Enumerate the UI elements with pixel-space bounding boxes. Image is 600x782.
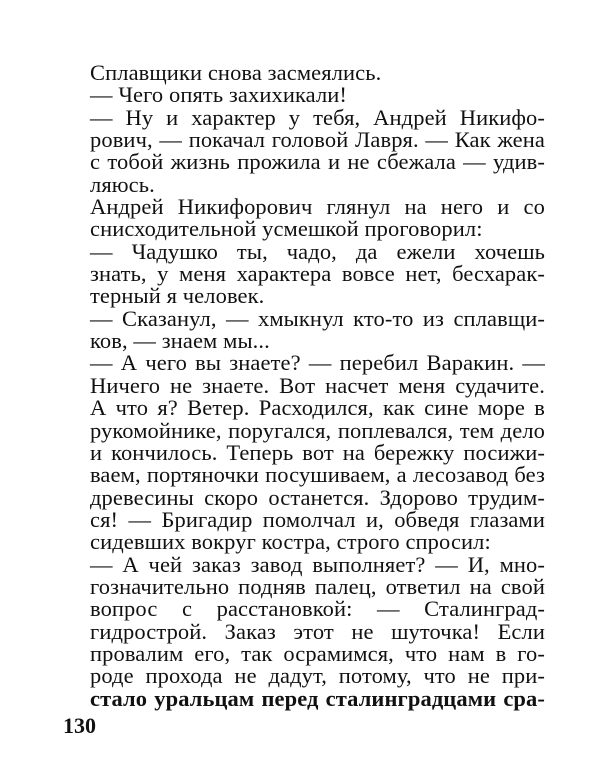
text-line: с тобой жизнь прожила и не сбежала — удив- <box>90 149 545 175</box>
text-line: знать, у меня характера вовсе нет, бесхарак- <box>90 261 545 287</box>
text-line: — Чадушко ты, чадо, да ежели хочешь <box>90 238 545 264</box>
text-line: А что я? Ветер. Расходился, как сине море в <box>90 395 545 421</box>
text-line: — А чего вы знаете? — перебил Варакин. — <box>90 350 545 376</box>
text-line: ся! — Бригадир помолчал и, обведя глазами <box>90 506 545 532</box>
body-text <box>90 62 545 710</box>
page-number: 130 <box>63 713 96 738</box>
text-line: — Чего опять захихикали! <box>90 82 348 108</box>
text-line: снисходительной усмешкой проговорил: <box>90 216 483 242</box>
text-line: — А чей заказ завод выполняет? — И, мно- <box>90 551 545 577</box>
text-line: Ничего не знаете. Вот насчет меня судачите. <box>90 372 545 398</box>
text-line: вопрос с расстановкой: — Сталинград- <box>90 596 545 622</box>
text-line: рович, — покачал головой Лавря. — Как жена <box>90 127 545 153</box>
text-line: и кончилось. Теперь вот на бережку посижи- <box>90 439 545 465</box>
text-line: гидрострой. Заказ этот не шуточка! Если <box>90 618 545 644</box>
text-line: древесины скоро останется. Здорово трудим- <box>90 484 545 510</box>
text-line: Сплавщики снова засмеялись. <box>90 60 382 85</box>
text-line: роде прохода не дадут, потому, что не при- <box>90 663 545 689</box>
text-line: — Сказанул, — хмыкнул кто-то из сплавщи- <box>90 305 545 331</box>
text-line: — Ну и характер у тебя, Андрей Никифо- <box>90 104 545 130</box>
text-line: Андрей Никифорович глянул на него и со <box>90 194 545 220</box>
text-line: стало уральцам перед сталинградцами сра- <box>90 685 545 711</box>
text-line: ляюсь. <box>90 171 155 197</box>
text-line: гозначительно подняв палец, ответил на свой <box>90 573 545 599</box>
text-line: ваем, портяночки посушиваем, а лесозавод без <box>90 462 545 488</box>
text-line: терный я человек. <box>90 283 265 309</box>
text-line: ков, — знаем мы... <box>90 328 270 354</box>
text-line: сидевших вокруг костра, строго спросил: <box>90 529 491 555</box>
text-line: провалим его, так осрамимся, что нам в го- <box>90 640 545 666</box>
text-line: рукомойнике, поругался, поплевался, тем дело <box>90 417 545 443</box>
